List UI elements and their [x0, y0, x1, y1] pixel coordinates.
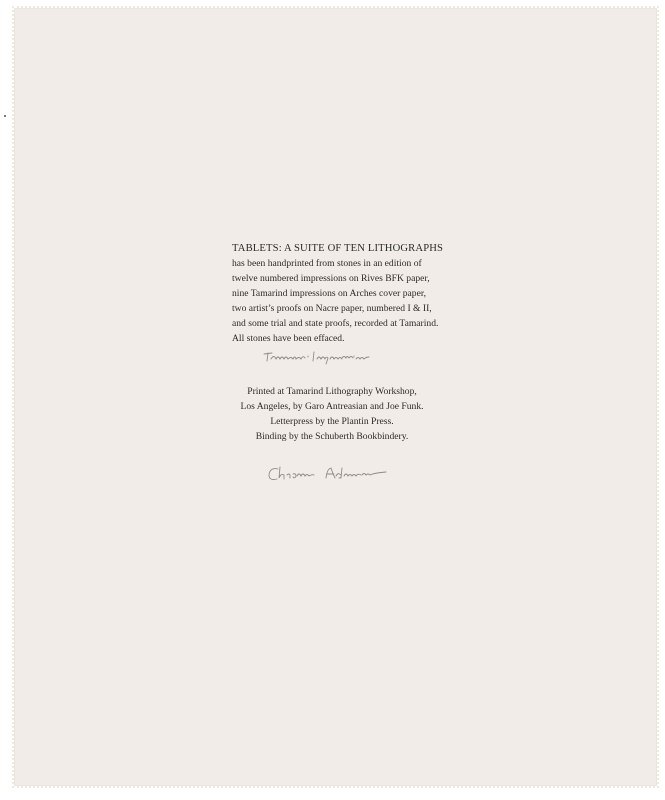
credits-line: Printed at Tamarind Lithography Workshop, [247, 386, 417, 397]
edition-line: two artist’s proofs on Nacre paper, numbered I & II, [232, 303, 432, 314]
edition-line: has been handprinted from stones in an edition of [232, 258, 422, 269]
margin-mark [4, 115, 6, 117]
edition-line: twelve numbered impressions on Rives BFK paper, [232, 273, 430, 284]
credits-line: Los Angeles, by Garo Antreasian and Joe Funk. [240, 401, 424, 412]
credits-line: Letterpress by the Plantin Press. [270, 416, 394, 427]
edition-line: All stones have been effaced. [232, 333, 345, 344]
credits-line: Binding by the Schuberth Bookbindery. [255, 431, 409, 442]
edition-line: nine Tamarind impressions on Arches cover paper, [232, 288, 427, 299]
suite-title: TABLETS: A SUITE OF TEN LITHOGRAPHS [232, 243, 444, 254]
credits-block [232, 384, 432, 444]
colophon-block [232, 241, 452, 346]
edition-statement [232, 241, 452, 346]
edition-line: and some trial and state proofs, recorded at Tamarind. [232, 318, 439, 329]
